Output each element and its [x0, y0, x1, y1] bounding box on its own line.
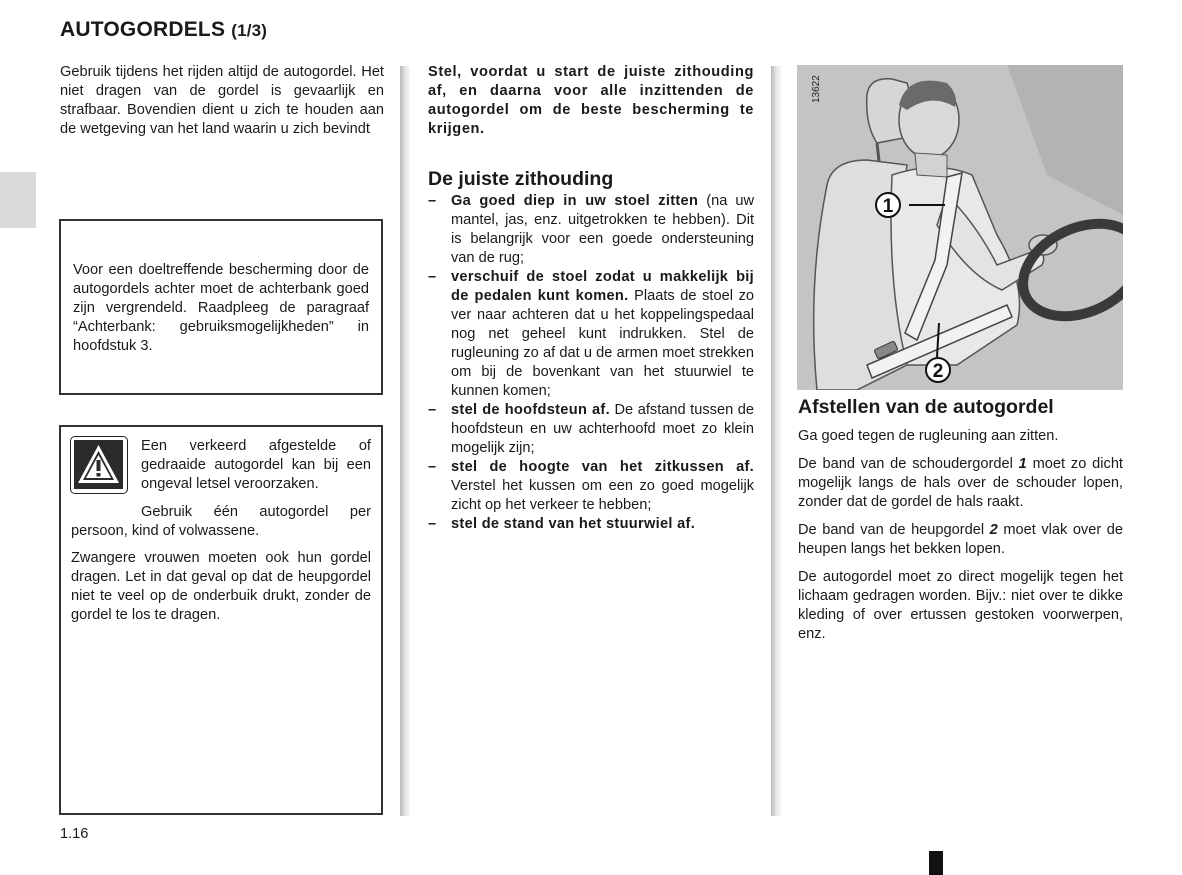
warning-text-1: Een verkeerd afgestelde of gedraaide autogordel kan bij een ongeval letsel veroorzaken.: [141, 438, 371, 492]
callout-1: 1: [882, 196, 894, 217]
list-item: – verschuif de stoel zodat u makkelijk bij de pedalen kunt komen. Plaats de stoel zo ver naar achteren dat u het koppelingspedaal nog net geheel kunt indrukken. Stel de rugleuning zo af dat u de armen moet strekken om bij de bovenkant van het stuurwiel te kunnen komen;: [428, 268, 754, 401]
seatbelt-illustration: [797, 65, 1123, 390]
note-box: [59, 219, 383, 395]
list-item: – stel de hoogte van het zitkussen af. Verstel het kussen om een zo goed mogelijk zicht op het verkeer te hebben;: [428, 458, 754, 515]
column-divider-right: [771, 66, 781, 816]
page-number: 1.16: [60, 826, 89, 842]
figure-ref: 13622: [811, 75, 822, 103]
title-text: AUTOGORDELS: [60, 18, 226, 41]
warning-text-3: Zwangere vrouwen moeten ook hun gordel dragen. Let in dat geval op dat de heupgordel niet te veel op de onderbuik drukt, zonder de gordel te los te dragen.: [71, 550, 371, 623]
column-divider-left: [400, 66, 410, 816]
posture-steps: [428, 192, 754, 534]
adjust-p3: De band van de heupgordel 2 moet vlak over de heupen langs het bekken lopen.: [798, 522, 1123, 557]
adjust-p1: Ga goed tegen de rugleuning aan zitten.: [798, 428, 1059, 444]
adjust-p4: De autogordel moet zo direct mogelijk tegen het lichaam gedragen worden. Bijv.: niet over te dikke kleding of over ertussen gestoken voorwerpen, enz.: [798, 569, 1123, 642]
warning-triangle-icon: [70, 436, 128, 494]
adjust-p2: De band van de schoudergordel 1 moet zo dicht mogelijk langs de hals over de schouder lopen, zonder dat de gordel de hals raakt.: [798, 456, 1123, 510]
list-item: – Ga goed diep in uw stoel zitten (na uw mantel, jas, enz. uitgetrokken te hebben). Dit is belangrijk voor een goede ondersteuning van de rug;: [428, 192, 754, 268]
section-heading-adjust: Afstellen van de autogordel: [798, 396, 1054, 418]
list-item: – stel de hoofdsteun af. De afstand tussen de hoofdsteun en uw achterhoofd moet zo klein mogelijk zijn;: [428, 401, 754, 458]
warning-text-2: Gebruik één autogordel per persoon, kind of volwassene.: [71, 504, 371, 539]
note-text: Voor een doeltreffende bescherming door de autogordels achter moet de achterbank goed zijn vergrendeld. Raadpleeg de paragraaf “Achterbank: gebruiksmogelijkheden” in hoofdstuk 3.: [73, 262, 369, 354]
section-tab: [0, 172, 36, 228]
title-part: (1/3): [231, 21, 268, 40]
middle-intro: Stel, voordat u start de juiste zithouding af, en daarna voor alle inzittenden de autogordel om de beste bescherming te krijgen.: [428, 64, 754, 137]
section-heading-posture: De juiste zithouding: [428, 168, 614, 190]
callout-2: 2: [932, 361, 944, 382]
intro-paragraph: Gebruik tijdens het rijden altijd de autogordel. Het niet dragen van de gordel is gevaarlijk en strafbaar. Bovendien dient u zich te houden aan de wetgeving van het land waarin u zich bevindt: [60, 64, 384, 137]
warning-box: [59, 425, 383, 815]
list-item: – stel de stand van het stuurwiel af.: [428, 515, 754, 534]
page-title: [60, 18, 267, 42]
end-marker: [929, 851, 943, 875]
adjust-text: [798, 427, 1123, 653]
